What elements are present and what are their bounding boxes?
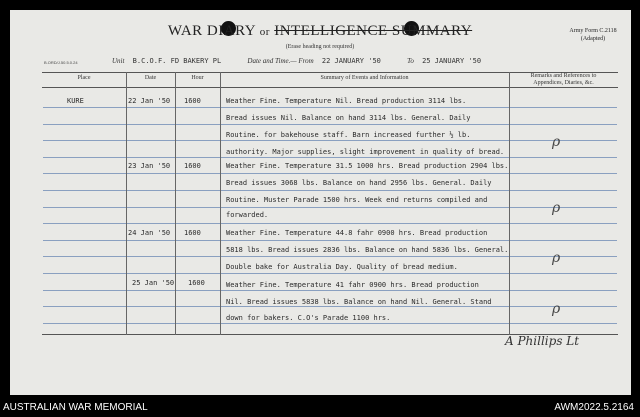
entry-2-date: 23 Jan '50 (128, 162, 171, 170)
ruled-line (176, 107, 220, 108)
ruled-line (221, 256, 509, 257)
entry-1-date: 22 Jan '50 (128, 97, 171, 105)
ruled-line (127, 190, 175, 191)
ruled-line (43, 223, 126, 224)
ruled-line (176, 323, 220, 324)
ruled-line (510, 306, 617, 307)
entry-2-line-4: forwarded. (226, 211, 269, 219)
ruled-line (221, 107, 509, 108)
ruled-line (176, 223, 220, 224)
ruled-line (176, 190, 220, 191)
ruled-line (43, 306, 126, 307)
remark-check-mark: ρ (552, 250, 561, 266)
ruled-line (221, 207, 509, 208)
ruled-line (127, 306, 175, 307)
entry-1-line-1: Weather Fine. Temperature Nil. Bread production 3114 lbs. (226, 97, 467, 105)
entry-2-hour: 1600 (184, 162, 201, 170)
ruled-line (127, 223, 175, 224)
ruled-line (510, 157, 617, 158)
ruled-line (176, 173, 220, 174)
form-line-2: (Adapted) (580, 36, 606, 42)
ruled-line (176, 273, 220, 274)
unit-value: B.C.O.F. FD BAKERY PL (132, 57, 222, 65)
ruled-line (176, 140, 220, 141)
ruled-line (510, 240, 617, 241)
ruled-line (221, 323, 509, 324)
ruled-line (176, 124, 220, 125)
ruled-line (510, 207, 617, 208)
ruled-line (43, 190, 126, 191)
col-divider-date (175, 72, 176, 335)
date-from: 22 JANUARY '50 (321, 57, 381, 65)
ruled-line (43, 173, 126, 174)
ruled-line (127, 157, 175, 158)
date-to: 25 JANUARY '50 (422, 57, 482, 65)
ruled-line (221, 190, 509, 191)
ruled-line (176, 290, 220, 291)
col-divider-hour (220, 72, 221, 335)
page-title (0, 23, 640, 40)
officer-signature: A Phillips Lt (505, 334, 580, 348)
entry-3-line-1: Weather Fine. Temperature 44.8 fahr 0900 hrs. Bread production (226, 229, 488, 237)
remark-check-mark: ρ (552, 200, 561, 216)
title-struck: INTELLIGENCE SUMMARY (274, 23, 473, 39)
entry-3-line-3: Double bake for Australia Day. Quality of bread medium. (226, 263, 458, 271)
ruled-line (43, 273, 126, 274)
ruled-line (510, 173, 617, 174)
ruled-line (127, 140, 175, 141)
ruled-line (127, 173, 175, 174)
ruled-line (510, 256, 617, 257)
ruled-line (127, 207, 175, 208)
ruled-line (221, 273, 509, 274)
entry-3-hour: 1600 (184, 229, 201, 237)
ruled-line (176, 157, 220, 158)
col-header-date: Date (144, 75, 157, 81)
entry-1-hour: 1600 (184, 97, 201, 105)
ruled-line (221, 173, 509, 174)
title-war-diary: WAR DIARY (167, 23, 256, 39)
entry-2-line-1: Weather Fine. Temperature 31.5 1000 hrs. Bread production 2904 lbs. (226, 162, 509, 170)
remarks-header-line-2: Appendices, Diaries, &c. (533, 80, 594, 86)
entry-4-line-3: down for bakers. C.O's Parade 1100 hrs. (226, 314, 391, 322)
ruled-line (127, 124, 175, 125)
ruled-line (510, 273, 617, 274)
entry-4-date: 25 Jan '50 (132, 279, 175, 287)
ruled-line (510, 140, 617, 141)
ruled-line (127, 290, 175, 291)
footer-accession-number: AWM2022.5.2164 (554, 402, 634, 413)
col-header-remarks (509, 73, 618, 87)
entry-2-line-3: Routine. Muster Parade 1500 hrs. Week end returns compiled and (226, 196, 488, 204)
ruled-line (127, 107, 175, 108)
ruled-line (43, 107, 126, 108)
ruled-line (127, 323, 175, 324)
ruled-line (43, 240, 126, 241)
col-divider-place (126, 72, 127, 335)
ruled-line (127, 273, 175, 274)
ruled-line (127, 240, 175, 241)
ruled-line (176, 256, 220, 257)
remarks-header-line-1: Remarks and References to (530, 73, 597, 79)
ruled-line (510, 190, 617, 191)
col-header-hour: Hour (191, 75, 204, 81)
col-divider-summary (509, 72, 510, 335)
ruled-line (127, 256, 175, 257)
army-form-number (560, 27, 626, 43)
footer-institution: AUSTRALIAN WAR MEMORIAL (3, 402, 148, 413)
title-or: or (259, 26, 270, 38)
entry-4-hour: 1600 (188, 279, 205, 287)
entry-4-line-1: Weather Fine. Temperature 41 fahr 0900 hrs. Bread production (226, 281, 479, 289)
ruled-line (221, 124, 509, 125)
col-header-summary: Summary of Events and Information (320, 75, 409, 81)
table-header-rule (42, 87, 618, 88)
entry-1-line-4: authority. Major supplies, slight improvement in quality of bread. (226, 148, 505, 156)
ruled-line (510, 290, 617, 291)
entry-4-line-2: Nil. Bread issues 5838 lbs. Balance on hand Nil. General. Stand (226, 298, 492, 306)
date-to-label: To (407, 57, 414, 65)
print-reference: B.ORD/J.50.5.0.24 (44, 60, 78, 65)
unit-label: Unit (112, 57, 125, 65)
form-line-1: Army Form C.2118 (569, 28, 617, 34)
ruled-line (43, 256, 126, 257)
ruled-line (221, 290, 509, 291)
ruled-line (176, 207, 220, 208)
ruled-line (221, 157, 509, 158)
entry-1-line-2: Bread issues Nil. Balance on hand 3114 lbs. General. Daily (226, 114, 471, 122)
ruled-line (221, 140, 509, 141)
ruled-line (43, 157, 126, 158)
ruled-line (510, 107, 617, 108)
ruled-line (43, 124, 126, 125)
entry-1-place: KURE (67, 97, 84, 105)
date-label: Date and Time.— From (247, 57, 314, 65)
entry-3-line-2: 5818 lbs. Bread issues 2836 lbs. Balance on hand 5836 lbs. General. (226, 246, 509, 254)
remark-check-mark: ρ (552, 134, 561, 150)
ruled-line (43, 207, 126, 208)
entry-1-line-3: Routine. for bakehouse staff. Barn increased further ½ lb. (226, 131, 471, 139)
title-subtitle: (Erase heading not required) (285, 44, 355, 50)
col-header-place: Place (77, 75, 91, 81)
ruled-line (221, 223, 509, 224)
ruled-line (43, 323, 126, 324)
ruled-line (221, 306, 509, 307)
ruled-line (510, 323, 617, 324)
ruled-line (43, 140, 126, 141)
ruled-line (510, 124, 617, 125)
unit-date-line (112, 57, 532, 65)
ruled-line (43, 290, 126, 291)
entry-3-date: 24 Jan '50 (128, 229, 171, 237)
ruled-line (221, 240, 509, 241)
entry-2-line-2: Bread issues 3068 lbs. Balance on hand 2956 lbs. General. Daily (226, 179, 492, 187)
ruled-line (510, 223, 617, 224)
ruled-line (176, 306, 220, 307)
ruled-line (176, 240, 220, 241)
remark-check-mark: ρ (552, 301, 561, 317)
